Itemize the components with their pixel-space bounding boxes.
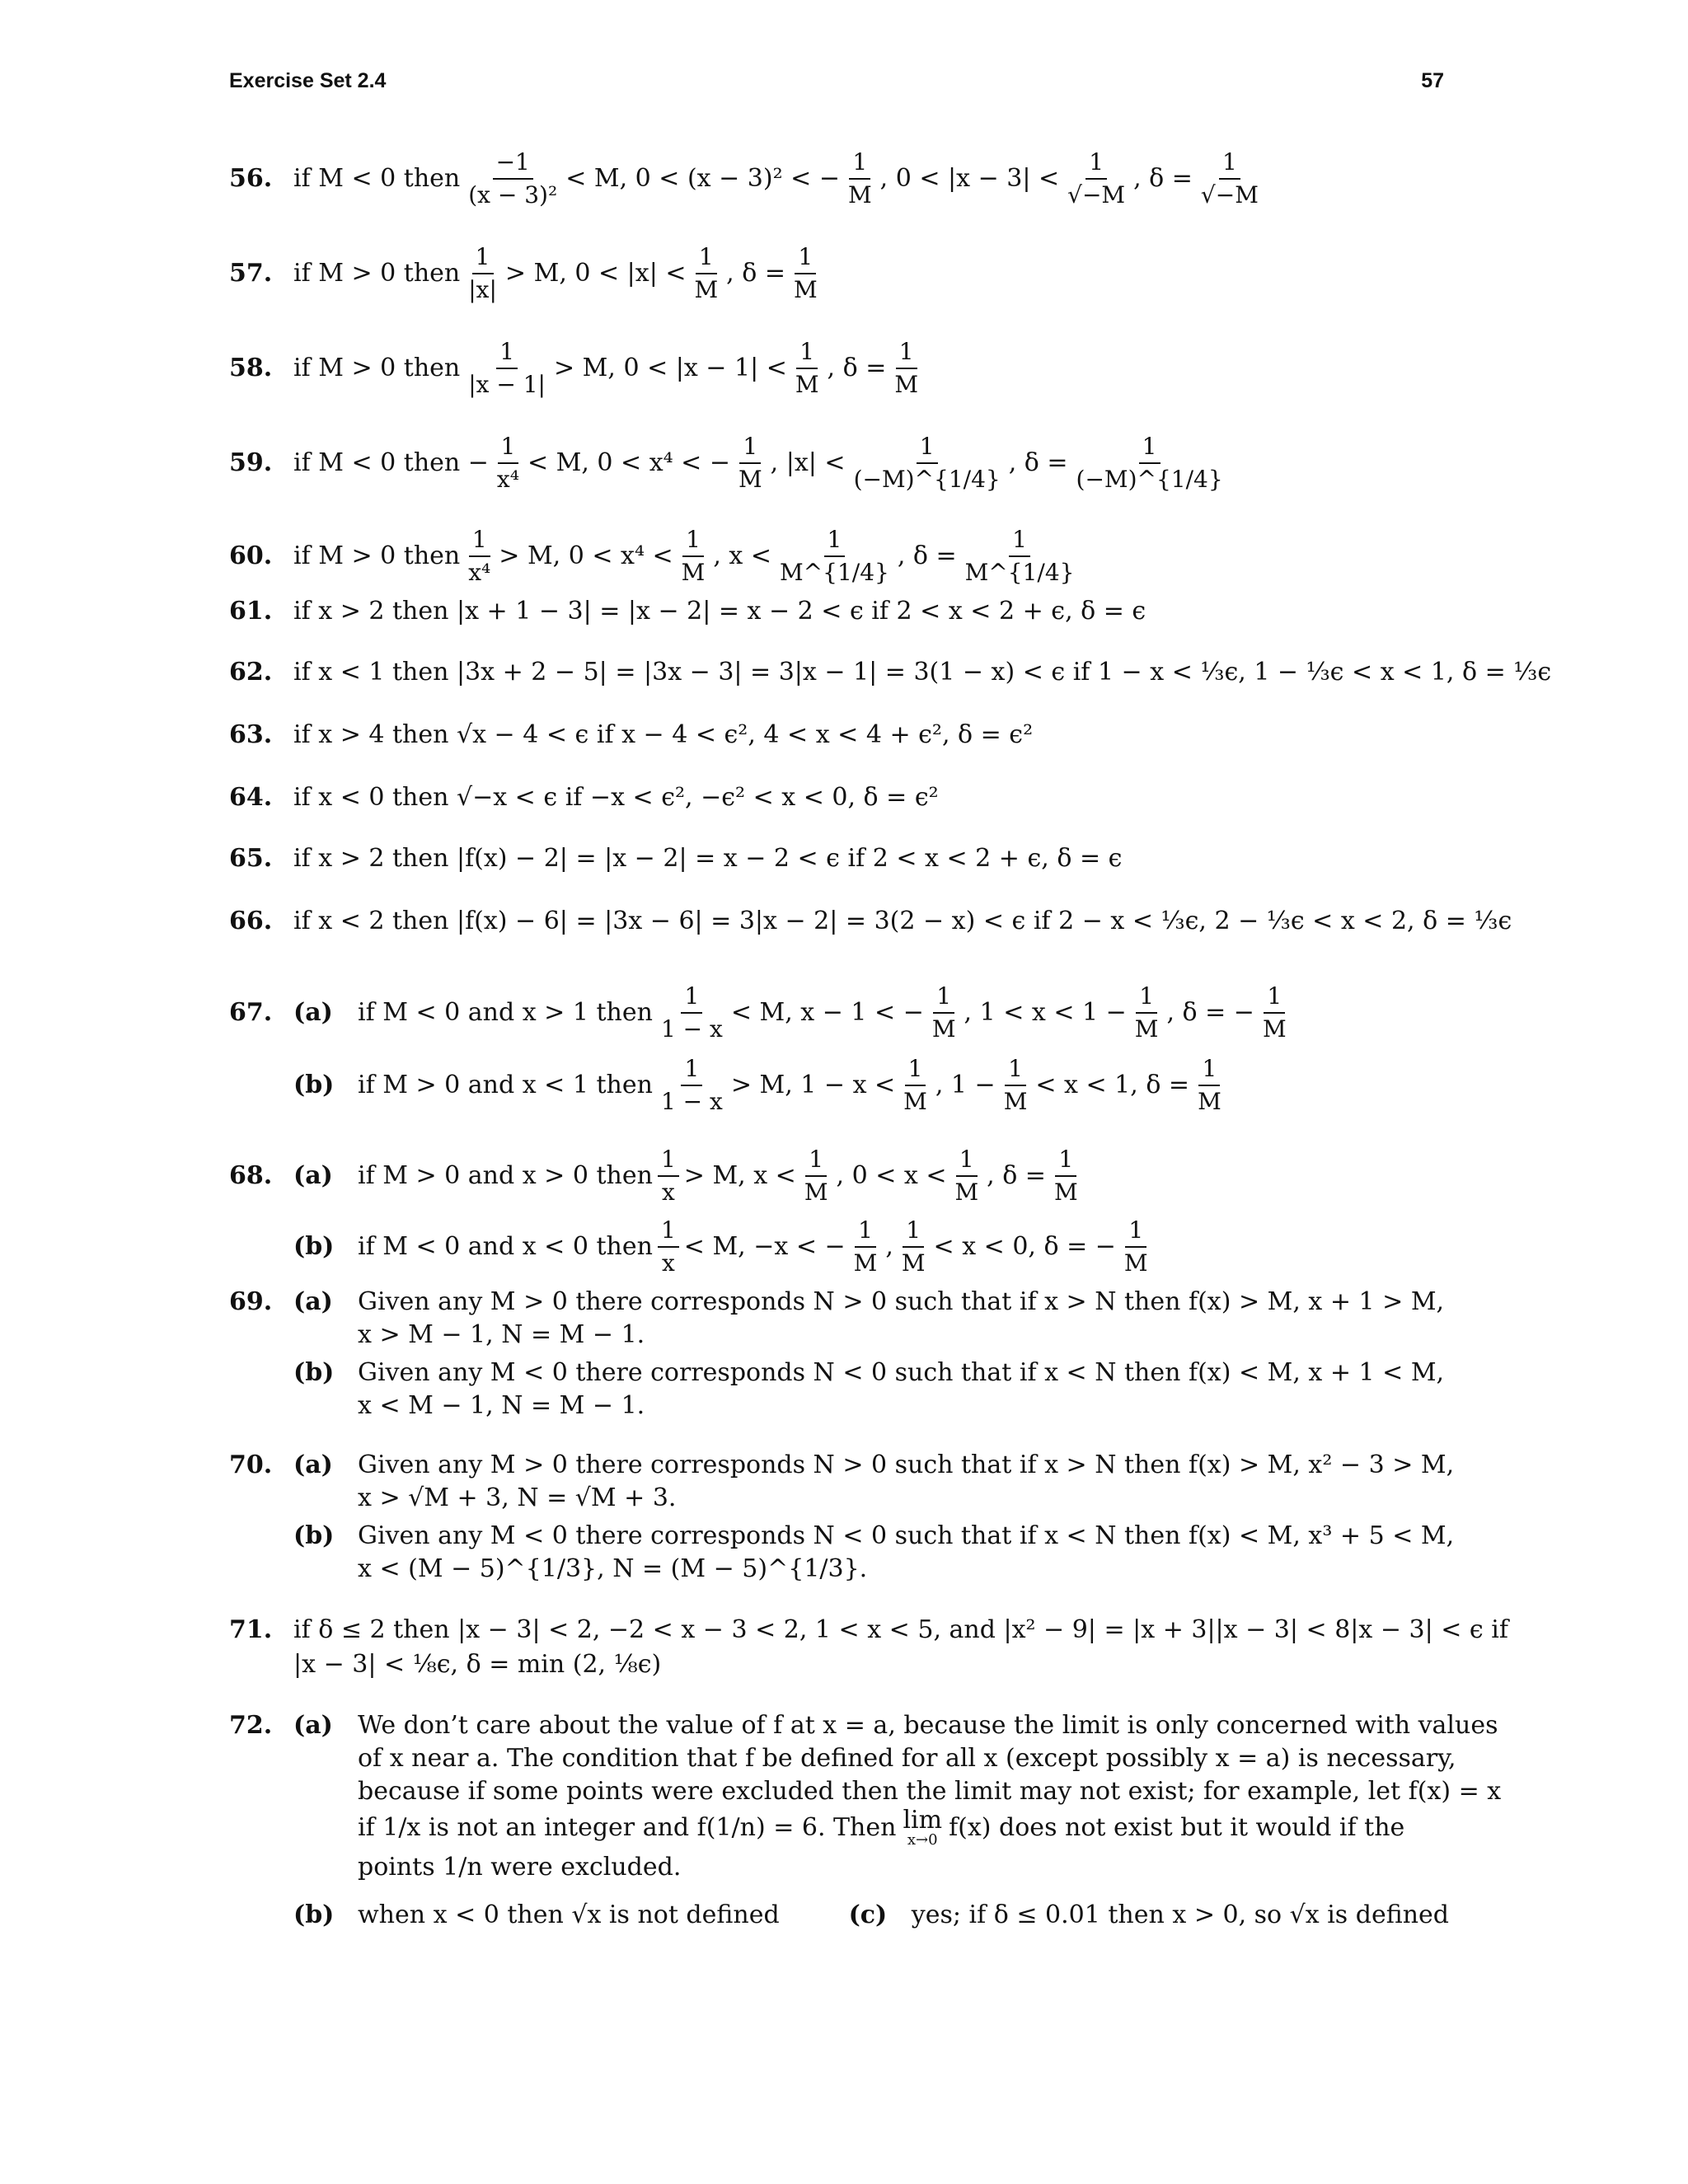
- problem-number: 65.: [229, 844, 273, 873]
- running-header-title: Exercise Set 2.4: [229, 69, 387, 92]
- fraction: [735, 433, 766, 494]
- problem-number: 66.: [229, 907, 273, 935]
- numerator: 1: [469, 526, 490, 557]
- numerator: 1: [905, 1055, 926, 1086]
- fraction: [678, 526, 709, 587]
- fraction: [898, 1216, 929, 1277]
- numerator: 1: [1005, 1055, 1026, 1086]
- problem-number: 62.: [229, 658, 273, 687]
- part-label: (a): [293, 1451, 333, 1479]
- problem-number: 69.: [229, 1287, 273, 1316]
- numerator: 1: [1219, 148, 1240, 180]
- fraction: [465, 243, 500, 304]
- text: < M, 0 < x⁴ < −: [527, 448, 730, 477]
- text: , 0 < |x − 3| <: [879, 164, 1060, 193]
- text: , x <: [713, 541, 771, 570]
- problem-text: x > √M + 3, N = √M + 3.: [358, 1483, 677, 1512]
- problem-text: yes; if δ ≤ 0.01 then x > 0, so √x is defined: [911, 1900, 1449, 1929]
- part-label: (c): [848, 1900, 888, 1929]
- numerator: 1: [796, 338, 818, 369]
- problem-body: [293, 243, 1449, 304]
- denominator: x⁴: [496, 466, 519, 493]
- numerator: 1: [956, 1146, 978, 1177]
- problem-59: [229, 433, 1449, 494]
- text: > M, 0 < |x| <: [504, 259, 687, 288]
- problem-body: [358, 982, 1449, 1043]
- problem-text: if x < 0 then √−x < ϵ if −x < ϵ², −ϵ² < x < 0, δ = ϵ²: [293, 783, 939, 812]
- text: , δ = −: [1166, 998, 1254, 1027]
- denominator: (x − 3)²: [468, 181, 558, 209]
- text: f(x) does not exist but it would if the: [949, 1813, 1405, 1842]
- part-label: (b): [293, 1900, 335, 1929]
- problem-71-line1: [229, 1614, 1508, 1647]
- numerator: 1: [917, 433, 938, 464]
- numerator: 1: [658, 1216, 679, 1248]
- text: > M, 0 < |x − 1| <: [553, 354, 787, 382]
- fraction: [900, 1055, 931, 1116]
- problem-63: [229, 719, 1449, 752]
- problem-56: [229, 148, 1449, 209]
- problem-text: Given any M > 0 there corresponds N > 0 such that if x > N then f(x) > M, x + 1 > M,: [358, 1287, 1445, 1316]
- problem-64: [229, 781, 1449, 814]
- text: , 0 < x <: [836, 1161, 947, 1190]
- fraction: [658, 1146, 679, 1207]
- problem-body: [358, 1808, 1449, 1848]
- problem-number: 72.: [229, 1711, 273, 1740]
- fraction: [465, 148, 560, 209]
- text: if M < 0 and x > 1 then: [358, 998, 653, 1027]
- denominator: x: [661, 1179, 675, 1206]
- numerator: 1: [658, 1146, 679, 1177]
- fraction: [790, 243, 821, 304]
- text: if M > 0 and x < 1 then: [358, 1071, 653, 1099]
- problem-69b-line2: [358, 1390, 1449, 1422]
- problem-70a-line2: [358, 1482, 1449, 1515]
- text: if 1/x is not an integer and f(1/n) = 6. Then: [358, 1813, 897, 1842]
- denominator: √−M: [1200, 181, 1259, 209]
- denominator: M: [1198, 1088, 1221, 1115]
- numerator: 1: [681, 982, 702, 1014]
- denominator: M: [738, 466, 762, 493]
- fraction: [658, 1216, 679, 1277]
- problem-69a-line2: [358, 1319, 1449, 1352]
- problem-62: [229, 656, 1552, 689]
- fraction: [1073, 433, 1226, 494]
- text: if M > 0 then: [293, 541, 461, 570]
- text: , δ =: [897, 541, 957, 570]
- fraction: [845, 148, 875, 209]
- problem-69a-line1: [229, 1286, 1449, 1319]
- denominator: M^{1/4}: [780, 559, 889, 586]
- fraction: [1132, 982, 1162, 1043]
- problem-number: 60.: [229, 541, 273, 570]
- denominator: M: [901, 1249, 926, 1277]
- denominator: 1 − x: [660, 1088, 723, 1115]
- numerator: 1: [903, 1216, 924, 1248]
- text: < M, −x < −: [683, 1232, 846, 1261]
- text: > M, x <: [683, 1161, 796, 1190]
- fraction: [951, 1146, 982, 1207]
- part-label: (a): [293, 998, 333, 1027]
- problem-text: if x > 4 then √x − 4 < ϵ if x − 4 < ϵ², 4 < x < 4 + ϵ², δ = ϵ²: [293, 720, 1034, 749]
- problem-text: Given any M > 0 there corresponds N > 0 such that if x > N then f(x) > M, x² − 3 > M,: [358, 1451, 1455, 1479]
- problem-text: x < (M − 5)^{1/3}, N = (M − 5)^{1/3}.: [358, 1554, 868, 1583]
- text: < M, x − 1 < −: [730, 998, 924, 1027]
- numerator: 1: [1139, 433, 1160, 464]
- denominator: M: [793, 276, 818, 303]
- text: , δ =: [827, 354, 887, 382]
- part-label: (b): [293, 1358, 335, 1387]
- problem-body: [358, 1146, 1449, 1207]
- fraction: [465, 526, 494, 587]
- problem-number: 70.: [229, 1451, 273, 1479]
- fraction: [962, 526, 1078, 587]
- problem-number: 61.: [229, 597, 273, 626]
- denominator: 1 − x: [660, 1015, 723, 1043]
- problem-body: [358, 1899, 1449, 1932]
- numerator: 1: [896, 338, 917, 369]
- problem-text: of x near a. The condition that f be defined for all x (except possibly x = a) is necessary,: [358, 1744, 1456, 1773]
- problem-body: [358, 1055, 1449, 1116]
- text: if M > 0 then: [293, 259, 461, 288]
- denominator: x⁴: [468, 559, 491, 586]
- problem-72bc: [229, 1899, 1449, 1932]
- problem-text: if x > 2 then |x + 1 − 3| = |x − 2| = x − 2 < ϵ if 2 < x < 2 + ϵ, δ = ϵ: [293, 597, 1146, 626]
- numerator: 1: [1198, 1055, 1220, 1086]
- problem-70b-line1: [229, 1520, 1455, 1553]
- part-label: (b): [293, 1521, 335, 1550]
- fraction: [494, 433, 523, 494]
- denominator: M^{1/4}: [964, 559, 1075, 586]
- problem-72a-line1: [229, 1709, 1498, 1742]
- denominator: M: [903, 1088, 927, 1115]
- problem-70a-line1: [229, 1449, 1455, 1482]
- problem-number: 63.: [229, 720, 273, 749]
- problem-text: points 1/n were excluded.: [358, 1853, 682, 1882]
- problem-body: [293, 433, 1449, 494]
- problem-number: 64.: [229, 783, 273, 812]
- problem-number: 58.: [229, 354, 273, 382]
- problem-text: when x < 0 then √x is not defined: [358, 1900, 780, 1929]
- text: < x < 1, δ =: [1035, 1071, 1190, 1099]
- problem-text: We don’t care about the value of f at x = a, because the limit is only concerned with values: [358, 1711, 1498, 1740]
- fraction: [1001, 1055, 1031, 1116]
- numerator: 1: [1264, 982, 1285, 1014]
- problem-72a-line3: [358, 1775, 1502, 1808]
- denominator: M: [894, 371, 919, 398]
- problem-text: |x − 3| < ⅛ϵ, δ = min (2, ⅛ϵ): [293, 1650, 662, 1679]
- problem-70b-line2: [358, 1553, 1449, 1586]
- problem-68b: [229, 1216, 1449, 1277]
- text: , δ =: [726, 259, 785, 288]
- fraction: [658, 982, 726, 1043]
- numerator: 1: [472, 243, 494, 274]
- problem-number: 57.: [229, 259, 273, 288]
- text: if M > 0 then: [293, 354, 461, 382]
- fraction: [792, 338, 823, 399]
- limit-subscript: x→0: [907, 1831, 938, 1849]
- text: , |x| <: [770, 448, 846, 477]
- numerator: 1: [805, 1146, 827, 1177]
- fraction: [891, 338, 921, 399]
- denominator: |x|: [468, 276, 497, 303]
- fraction: [692, 243, 722, 304]
- denominator: M: [1123, 1249, 1148, 1277]
- text: if M < 0 then: [293, 164, 461, 193]
- text: , 1 < x < 1 −: [964, 998, 1127, 1027]
- problem-number: 56.: [229, 164, 273, 193]
- text: > M, 0 < x⁴ <: [499, 541, 673, 570]
- part-c: [849, 1899, 1449, 1932]
- fraction: [851, 433, 1004, 494]
- numerator: 1: [496, 338, 518, 369]
- numerator: 1: [933, 982, 954, 1014]
- numerator: 1: [849, 148, 870, 180]
- numerator: 1: [824, 526, 846, 557]
- text: if M < 0 and x < 0 then: [358, 1232, 653, 1261]
- text: , δ =: [1133, 164, 1193, 193]
- numerator: 1: [795, 243, 816, 274]
- part-label: (a): [293, 1287, 333, 1316]
- problem-text: if x < 1 then |3x + 2 − 5| = |3x − 3| = 3|x − 1| = 3(1 − x) < ϵ if 1 − x < ⅓ϵ, 1 − ⅓ϵ < x < 1, δ = ⅓ϵ: [293, 658, 1552, 687]
- denominator: M: [954, 1179, 979, 1206]
- problem-60: [229, 526, 1449, 587]
- problem-text: Given any M < 0 there corresponds N < 0 such that if x < N then f(x) < M, x + 1 < M,: [358, 1358, 1445, 1387]
- problem-67a: [229, 982, 1449, 1043]
- fraction: [1194, 1055, 1225, 1116]
- part-label: (b): [293, 1232, 335, 1261]
- text: , δ =: [987, 1161, 1046, 1190]
- fraction: [658, 1055, 726, 1116]
- limit: [903, 1808, 942, 1848]
- denominator: M: [795, 371, 819, 398]
- problem-number: 59.: [229, 448, 273, 477]
- problem-71-line2: [293, 1648, 1449, 1681]
- text: > M, 1 − x <: [730, 1071, 896, 1099]
- problem-text: if x > 2 then |f(x) − 2| = |x − 2| = x − 2 < ϵ if 2 < x < 2 + ϵ, δ = ϵ: [293, 844, 1123, 873]
- numerator: 1: [1009, 526, 1030, 557]
- numerator: 1: [681, 1055, 702, 1086]
- part-label: (a): [293, 1161, 333, 1190]
- denominator: M: [847, 181, 872, 209]
- numerator: 1: [1055, 1146, 1076, 1177]
- text: < x < 0, δ = −: [933, 1232, 1116, 1261]
- problem-body: [293, 526, 1449, 587]
- problem-number: 67.: [229, 998, 273, 1027]
- text: , δ =: [1008, 448, 1068, 477]
- text: ,: [885, 1232, 893, 1261]
- fraction: [851, 1216, 881, 1277]
- fraction: [776, 526, 893, 587]
- denominator: M: [1134, 1015, 1159, 1043]
- problem-number: 68.: [229, 1161, 273, 1190]
- denominator: |x − 1|: [468, 371, 546, 398]
- problem-69b-line1: [229, 1357, 1449, 1390]
- problem-text: x < M − 1, N = M − 1.: [358, 1391, 645, 1420]
- problem-text: Given any M < 0 there corresponds N < 0 such that if x < N then f(x) < M, x³ + 5 < M,: [358, 1521, 1455, 1550]
- fraction: [801, 1146, 832, 1207]
- problem-61: [229, 595, 1449, 628]
- numerator: −1: [493, 148, 533, 180]
- denominator: M: [1262, 1015, 1287, 1043]
- problem-number: 71.: [229, 1615, 273, 1644]
- problem-text: if δ ≤ 2 then |x − 3| < 2, −2 < x − 3 < 2, 1 < x < 5, and |x² − 9| = |x + 3||x − 3| < 8|x − 3| < ϵ if: [293, 1615, 1508, 1644]
- denominator: M: [804, 1179, 828, 1206]
- denominator: M: [853, 1249, 878, 1277]
- problem-body: [358, 1216, 1449, 1277]
- problem-67b: [229, 1055, 1449, 1116]
- denominator: √−M: [1067, 181, 1126, 209]
- fraction: [1198, 148, 1262, 209]
- denominator: M: [1053, 1179, 1078, 1206]
- problem-66: [229, 905, 1512, 938]
- denominator: x: [661, 1249, 675, 1277]
- denominator: (−M)^{1/4}: [1076, 466, 1223, 493]
- problem-text: because if some points were excluded then the limit may not exist; for example, let f(x) = x: [358, 1777, 1502, 1806]
- text: < M, 0 < (x − 3)² < −: [565, 164, 840, 193]
- numerator: 1: [1085, 148, 1107, 180]
- numerator: 1: [739, 433, 761, 464]
- numerator: 1: [1125, 1216, 1146, 1248]
- fraction: [1064, 148, 1128, 209]
- denominator: M: [694, 276, 719, 303]
- numerator: 1: [855, 1216, 876, 1248]
- problem-65: [229, 842, 1449, 875]
- text: if M < 0 then −: [293, 448, 489, 477]
- numerator: 1: [498, 433, 519, 464]
- numerator: 1: [696, 243, 717, 274]
- limit-operator: lim: [903, 1806, 943, 1835]
- problem-68a: [229, 1146, 1449, 1207]
- problem-72a-line4: [358, 1808, 1449, 1848]
- fraction: [465, 338, 549, 399]
- problem-body: [293, 148, 1449, 209]
- denominator: M: [681, 559, 706, 586]
- problem-72a-line5: [358, 1851, 1449, 1884]
- part-label: (a): [293, 1711, 333, 1740]
- fraction: [929, 982, 959, 1043]
- text: if M > 0 and x > 0 then: [358, 1161, 653, 1190]
- problem-body: [293, 338, 1449, 399]
- numerator: 1: [682, 526, 704, 557]
- problem-57: [229, 243, 1449, 304]
- problem-text: x > M − 1, N = M − 1.: [358, 1320, 645, 1349]
- text: , 1 −: [935, 1071, 996, 1099]
- fraction: [1259, 982, 1290, 1043]
- fraction: [1051, 1146, 1081, 1207]
- denominator: M: [1003, 1088, 1028, 1115]
- problem-72a-line2: [358, 1742, 1456, 1775]
- fraction: [1121, 1216, 1151, 1277]
- denominator: (−M)^{1/4}: [853, 466, 1001, 493]
- page-number: 57: [1421, 69, 1444, 92]
- problem-58: [229, 338, 1449, 399]
- numerator: 1: [1136, 982, 1157, 1014]
- problem-text: if x < 2 then |f(x) − 6| = |3x − 6| = 3|x − 2| = 3(2 − x) < ϵ if 2 − x < ⅓ϵ, 2 − ⅓ϵ < x < 2, δ = ⅓ϵ: [293, 907, 1512, 935]
- part-label: (b): [293, 1071, 335, 1099]
- denominator: M: [931, 1015, 956, 1043]
